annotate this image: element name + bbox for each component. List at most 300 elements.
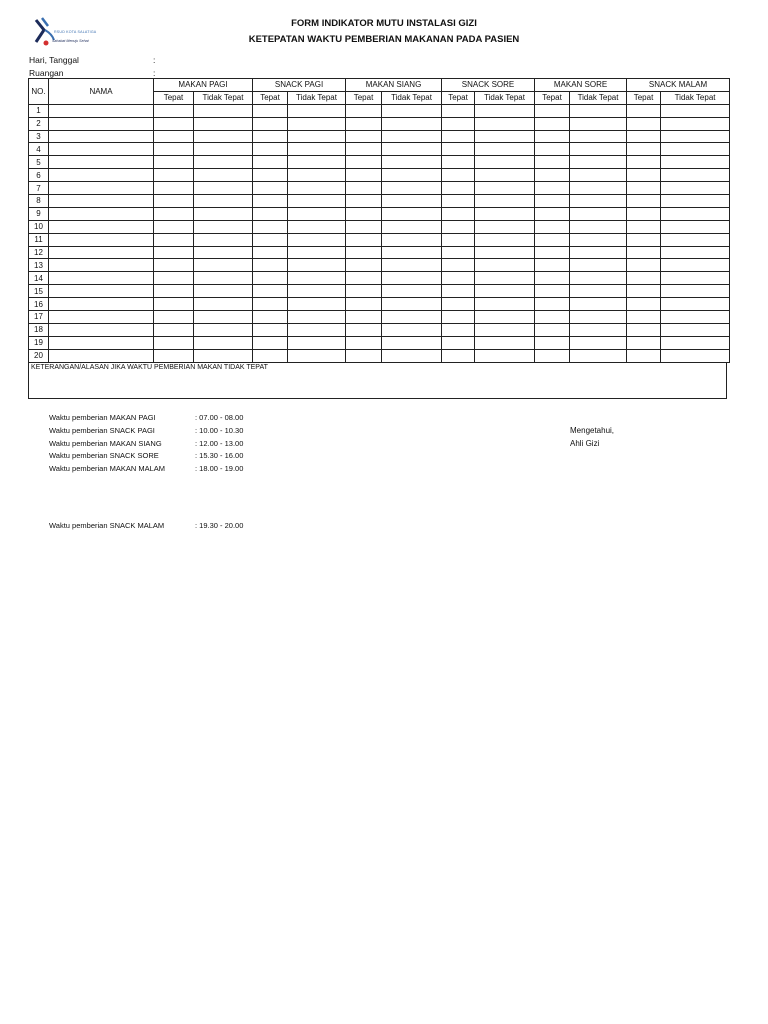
late-cell[interactable]	[194, 195, 253, 208]
row-number: 12	[29, 246, 49, 259]
late-cell[interactable]	[288, 259, 346, 272]
late-cell[interactable]	[661, 233, 730, 246]
late-cell[interactable]	[475, 156, 535, 169]
on-time-cell[interactable]	[346, 143, 382, 156]
on-time-cell[interactable]	[253, 233, 288, 246]
row-number: 11	[29, 233, 49, 246]
on-time-cell[interactable]	[253, 143, 288, 156]
late-cell[interactable]	[288, 207, 346, 220]
late-cell[interactable]	[382, 143, 442, 156]
late-cell[interactable]	[382, 104, 442, 117]
schedule-item	[49, 451, 243, 460]
late-cell[interactable]	[382, 195, 442, 208]
on-time-cell[interactable]	[154, 246, 194, 259]
late-cell[interactable]	[288, 182, 346, 195]
on-time-cell[interactable]	[346, 298, 382, 311]
patient-name-cell[interactable]	[49, 349, 154, 362]
row-number: 20	[29, 349, 49, 362]
late-cell[interactable]	[382, 207, 442, 220]
on-time-cell[interactable]	[154, 143, 194, 156]
on-time-cell[interactable]	[442, 104, 475, 117]
late-cell[interactable]	[661, 336, 730, 349]
patient-name-cell[interactable]	[49, 143, 154, 156]
late-cell[interactable]	[661, 117, 730, 130]
on-time-cell[interactable]	[535, 220, 570, 233]
sub-header-late: Tidak Tepat	[570, 91, 627, 104]
late-cell[interactable]	[382, 246, 442, 259]
late-cell[interactable]	[194, 285, 253, 298]
schedule-time: : 07.00 - 08.00	[195, 413, 244, 422]
patient-name-cell[interactable]	[49, 246, 154, 259]
patient-name-cell[interactable]	[49, 169, 154, 182]
on-time-cell[interactable]	[442, 130, 475, 143]
row-number: 4	[29, 143, 49, 156]
on-time-cell[interactable]	[154, 233, 194, 246]
late-cell[interactable]	[288, 285, 346, 298]
col-name-header: NAMA	[49, 79, 154, 105]
on-time-cell[interactable]	[253, 298, 288, 311]
late-cell[interactable]	[475, 349, 535, 362]
on-time-cell[interactable]	[253, 182, 288, 195]
on-time-cell[interactable]	[535, 298, 570, 311]
patient-name-cell[interactable]	[49, 104, 154, 117]
late-cell[interactable]	[288, 311, 346, 324]
on-time-cell[interactable]	[442, 182, 475, 195]
late-cell[interactable]	[570, 323, 627, 336]
late-cell[interactable]	[475, 104, 535, 117]
on-time-cell[interactable]	[627, 117, 661, 130]
on-time-cell[interactable]	[346, 182, 382, 195]
late-cell[interactable]	[475, 233, 535, 246]
late-cell[interactable]	[570, 285, 627, 298]
on-time-cell[interactable]	[535, 207, 570, 220]
late-cell[interactable]	[382, 349, 442, 362]
late-cell[interactable]	[475, 311, 535, 324]
on-time-cell[interactable]	[442, 169, 475, 182]
meta-room-label: Ruangan	[29, 68, 64, 78]
row-number: 13	[29, 259, 49, 272]
late-cell[interactable]	[661, 285, 730, 298]
on-time-cell[interactable]	[154, 104, 194, 117]
on-time-cell[interactable]	[442, 207, 475, 220]
on-time-cell[interactable]	[442, 323, 475, 336]
on-time-cell[interactable]	[442, 311, 475, 324]
on-time-cell[interactable]	[253, 336, 288, 349]
patient-name-cell[interactable]	[49, 272, 154, 285]
on-time-cell[interactable]	[627, 104, 661, 117]
table-row	[29, 246, 730, 259]
on-time-cell[interactable]	[154, 220, 194, 233]
form-title: FORM INDIKATOR MUTU INSTALASI GIZI	[291, 18, 477, 29]
late-cell[interactable]	[570, 104, 627, 117]
sub-header-late: Tidak Tepat	[382, 91, 442, 104]
on-time-cell[interactable]	[154, 285, 194, 298]
late-cell[interactable]	[475, 182, 535, 195]
on-time-cell[interactable]	[627, 336, 661, 349]
late-cell[interactable]	[194, 207, 253, 220]
on-time-cell[interactable]	[154, 195, 194, 208]
late-cell[interactable]	[570, 311, 627, 324]
late-cell[interactable]	[194, 143, 253, 156]
on-time-cell[interactable]	[627, 272, 661, 285]
on-time-cell[interactable]	[346, 233, 382, 246]
late-cell[interactable]	[382, 259, 442, 272]
on-time-cell[interactable]	[346, 169, 382, 182]
on-time-cell[interactable]	[442, 195, 475, 208]
late-cell[interactable]	[570, 156, 627, 169]
meta-date-row	[29, 55, 155, 65]
late-cell[interactable]	[570, 272, 627, 285]
on-time-cell[interactable]	[346, 207, 382, 220]
on-time-cell[interactable]	[346, 195, 382, 208]
on-time-cell[interactable]	[346, 323, 382, 336]
late-cell[interactable]	[570, 195, 627, 208]
on-time-cell[interactable]	[253, 259, 288, 272]
late-cell[interactable]	[194, 117, 253, 130]
on-time-cell[interactable]	[253, 169, 288, 182]
late-cell[interactable]	[288, 104, 346, 117]
late-cell[interactable]	[661, 104, 730, 117]
late-cell[interactable]	[194, 336, 253, 349]
patient-name-cell[interactable]	[49, 207, 154, 220]
late-cell[interactable]	[194, 220, 253, 233]
table-row	[29, 311, 730, 324]
patient-name-cell[interactable]	[49, 323, 154, 336]
group-header-snack-pagi: SNACK PAGI	[253, 79, 346, 92]
on-time-cell[interactable]	[442, 336, 475, 349]
on-time-cell[interactable]	[154, 156, 194, 169]
late-cell[interactable]	[475, 298, 535, 311]
row-number: 3	[29, 130, 49, 143]
on-time-cell[interactable]	[346, 246, 382, 259]
late-cell[interactable]	[288, 117, 346, 130]
on-time-cell[interactable]	[535, 349, 570, 362]
late-cell[interactable]	[194, 182, 253, 195]
on-time-cell[interactable]	[627, 195, 661, 208]
patient-name-cell[interactable]	[49, 298, 154, 311]
on-time-cell[interactable]	[535, 143, 570, 156]
on-time-cell[interactable]	[253, 117, 288, 130]
late-cell[interactable]	[661, 259, 730, 272]
late-cell[interactable]	[475, 259, 535, 272]
on-time-cell[interactable]	[442, 117, 475, 130]
late-cell[interactable]	[570, 246, 627, 259]
late-cell[interactable]	[661, 195, 730, 208]
late-cell[interactable]	[661, 143, 730, 156]
on-time-cell[interactable]	[627, 285, 661, 298]
on-time-cell[interactable]	[253, 104, 288, 117]
on-time-cell[interactable]	[154, 130, 194, 143]
late-cell[interactable]	[382, 117, 442, 130]
on-time-cell[interactable]	[535, 104, 570, 117]
late-cell[interactable]	[382, 298, 442, 311]
row-number: 19	[29, 336, 49, 349]
row-number: 16	[29, 298, 49, 311]
table-row	[29, 156, 730, 169]
on-time-cell[interactable]	[627, 220, 661, 233]
late-cell[interactable]	[382, 311, 442, 324]
late-cell[interactable]	[661, 323, 730, 336]
late-cell[interactable]	[661, 349, 730, 362]
on-time-cell[interactable]	[442, 298, 475, 311]
on-time-cell[interactable]	[627, 349, 661, 362]
on-time-cell[interactable]	[535, 195, 570, 208]
late-cell[interactable]	[288, 220, 346, 233]
patient-name-cell[interactable]	[49, 259, 154, 272]
on-time-cell[interactable]	[346, 259, 382, 272]
on-time-cell[interactable]	[154, 272, 194, 285]
on-time-cell[interactable]	[346, 156, 382, 169]
late-cell[interactable]	[382, 220, 442, 233]
on-time-cell[interactable]	[253, 323, 288, 336]
on-time-cell[interactable]	[154, 207, 194, 220]
on-time-cell[interactable]	[442, 246, 475, 259]
on-time-cell[interactable]	[627, 246, 661, 259]
late-cell[interactable]	[661, 182, 730, 195]
on-time-cell[interactable]	[253, 311, 288, 324]
meta-date-label: Hari, Tanggal	[29, 55, 79, 65]
patient-name-cell[interactable]	[49, 311, 154, 324]
on-time-cell[interactable]	[442, 285, 475, 298]
on-time-cell[interactable]	[535, 169, 570, 182]
late-cell[interactable]	[661, 246, 730, 259]
late-cell[interactable]	[570, 130, 627, 143]
late-cell[interactable]	[661, 220, 730, 233]
late-cell[interactable]	[194, 349, 253, 362]
late-cell[interactable]	[288, 246, 346, 259]
on-time-cell[interactable]	[346, 285, 382, 298]
table-row	[29, 182, 730, 195]
table-row	[29, 143, 730, 156]
late-cell[interactable]	[661, 156, 730, 169]
on-time-cell[interactable]	[442, 349, 475, 362]
late-cell[interactable]	[475, 195, 535, 208]
on-time-cell[interactable]	[535, 246, 570, 259]
row-number: 17	[29, 311, 49, 324]
late-cell[interactable]	[382, 285, 442, 298]
late-cell[interactable]	[288, 169, 346, 182]
table-row	[29, 130, 730, 143]
late-cell[interactable]	[382, 169, 442, 182]
on-time-cell[interactable]	[627, 143, 661, 156]
patient-name-cell[interactable]	[49, 220, 154, 233]
patient-name-cell[interactable]	[49, 285, 154, 298]
late-cell[interactable]	[661, 130, 730, 143]
on-time-cell[interactable]	[535, 130, 570, 143]
late-cell[interactable]	[288, 156, 346, 169]
late-cell[interactable]	[661, 272, 730, 285]
late-cell[interactable]	[475, 143, 535, 156]
late-cell[interactable]	[194, 156, 253, 169]
late-cell[interactable]	[194, 104, 253, 117]
late-cell[interactable]	[570, 182, 627, 195]
on-time-cell[interactable]	[154, 169, 194, 182]
on-time-cell[interactable]	[535, 272, 570, 285]
on-time-cell[interactable]	[253, 156, 288, 169]
on-time-cell[interactable]	[253, 207, 288, 220]
late-cell[interactable]	[194, 272, 253, 285]
on-time-cell[interactable]	[253, 130, 288, 143]
late-cell[interactable]	[475, 246, 535, 259]
on-time-cell[interactable]	[346, 130, 382, 143]
patient-name-cell[interactable]	[49, 182, 154, 195]
on-time-cell[interactable]	[253, 220, 288, 233]
late-cell[interactable]	[475, 323, 535, 336]
patient-name-cell[interactable]	[49, 336, 154, 349]
on-time-cell[interactable]	[535, 156, 570, 169]
on-time-cell[interactable]	[346, 311, 382, 324]
late-cell[interactable]	[382, 272, 442, 285]
on-time-cell[interactable]	[535, 233, 570, 246]
on-time-cell[interactable]	[627, 233, 661, 246]
late-cell[interactable]	[475, 336, 535, 349]
late-cell[interactable]	[661, 207, 730, 220]
row-number: 5	[29, 156, 49, 169]
sub-header-on-time: Tepat	[442, 91, 475, 104]
late-cell[interactable]	[570, 143, 627, 156]
late-cell[interactable]	[382, 323, 442, 336]
late-cell[interactable]	[288, 233, 346, 246]
on-time-cell[interactable]	[627, 130, 661, 143]
on-time-cell[interactable]	[253, 246, 288, 259]
on-time-cell[interactable]	[442, 272, 475, 285]
late-cell[interactable]	[382, 182, 442, 195]
late-cell[interactable]	[288, 336, 346, 349]
notes-box[interactable]	[28, 363, 727, 399]
on-time-cell[interactable]	[346, 336, 382, 349]
late-cell[interactable]	[475, 272, 535, 285]
patient-name-cell[interactable]	[49, 130, 154, 143]
late-cell[interactable]	[475, 117, 535, 130]
on-time-cell[interactable]	[154, 182, 194, 195]
on-time-cell[interactable]	[627, 156, 661, 169]
schedule-time: : 12.00 - 13.00	[195, 439, 244, 448]
late-cell[interactable]	[382, 156, 442, 169]
late-cell[interactable]	[570, 336, 627, 349]
on-time-cell[interactable]	[253, 272, 288, 285]
on-time-cell[interactable]	[154, 298, 194, 311]
on-time-cell[interactable]	[535, 323, 570, 336]
on-time-cell[interactable]	[627, 207, 661, 220]
schedule-meal: Waktu pemberian MAKAN PAGI	[49, 413, 156, 422]
patient-name-cell[interactable]	[49, 117, 154, 130]
late-cell[interactable]	[194, 323, 253, 336]
on-time-cell[interactable]	[154, 117, 194, 130]
late-cell[interactable]	[570, 117, 627, 130]
late-cell[interactable]	[570, 169, 627, 182]
late-cell[interactable]	[288, 349, 346, 362]
on-time-cell[interactable]	[154, 323, 194, 336]
on-time-cell[interactable]	[154, 311, 194, 324]
meta-date-separator: :	[153, 55, 156, 65]
on-time-cell[interactable]	[442, 220, 475, 233]
late-cell[interactable]	[288, 298, 346, 311]
table-row	[29, 220, 730, 233]
late-cell[interactable]	[194, 130, 253, 143]
late-cell[interactable]	[288, 323, 346, 336]
on-time-cell[interactable]	[442, 143, 475, 156]
on-time-cell[interactable]	[154, 259, 194, 272]
late-cell[interactable]	[570, 298, 627, 311]
schedule-item	[49, 426, 243, 435]
late-cell[interactable]	[194, 169, 253, 182]
late-cell[interactable]	[475, 169, 535, 182]
on-time-cell[interactable]	[253, 285, 288, 298]
on-time-cell[interactable]	[535, 285, 570, 298]
patient-name-cell[interactable]	[49, 233, 154, 246]
on-time-cell[interactable]	[442, 156, 475, 169]
on-time-cell[interactable]	[535, 182, 570, 195]
late-cell[interactable]	[570, 233, 627, 246]
on-time-cell[interactable]	[627, 169, 661, 182]
late-cell[interactable]	[661, 298, 730, 311]
late-cell[interactable]	[288, 272, 346, 285]
late-cell[interactable]	[288, 130, 346, 143]
on-time-cell[interactable]	[253, 349, 288, 362]
row-number: 2	[29, 117, 49, 130]
on-time-cell[interactable]	[535, 259, 570, 272]
patient-name-cell[interactable]	[49, 195, 154, 208]
on-time-cell[interactable]	[627, 323, 661, 336]
late-cell[interactable]	[382, 130, 442, 143]
late-cell[interactable]	[570, 207, 627, 220]
late-cell[interactable]	[570, 259, 627, 272]
late-cell[interactable]	[288, 143, 346, 156]
late-cell[interactable]	[288, 195, 346, 208]
late-cell[interactable]	[475, 220, 535, 233]
late-cell[interactable]	[382, 336, 442, 349]
on-time-cell[interactable]	[535, 336, 570, 349]
late-cell[interactable]	[661, 169, 730, 182]
on-time-cell[interactable]	[442, 259, 475, 272]
meal-timeliness-table	[28, 78, 730, 363]
late-cell[interactable]	[194, 246, 253, 259]
on-time-cell[interactable]	[535, 117, 570, 130]
late-cell[interactable]	[570, 349, 627, 362]
schedule-item	[49, 464, 243, 473]
on-time-cell[interactable]	[154, 336, 194, 349]
late-cell[interactable]	[194, 298, 253, 311]
on-time-cell[interactable]	[346, 104, 382, 117]
late-cell[interactable]	[475, 207, 535, 220]
table-row	[29, 272, 730, 285]
on-time-cell[interactable]	[627, 182, 661, 195]
on-time-cell[interactable]	[627, 311, 661, 324]
on-time-cell[interactable]	[535, 311, 570, 324]
late-cell[interactable]	[194, 311, 253, 324]
on-time-cell[interactable]	[627, 259, 661, 272]
on-time-cell[interactable]	[346, 117, 382, 130]
on-time-cell[interactable]	[346, 220, 382, 233]
late-cell[interactable]	[661, 311, 730, 324]
on-time-cell[interactable]	[346, 272, 382, 285]
table-row	[29, 336, 730, 349]
on-time-cell[interactable]	[154, 349, 194, 362]
on-time-cell[interactable]	[253, 195, 288, 208]
late-cell[interactable]	[475, 285, 535, 298]
late-cell[interactable]	[382, 233, 442, 246]
late-cell[interactable]	[194, 259, 253, 272]
late-cell[interactable]	[194, 233, 253, 246]
on-time-cell[interactable]	[442, 233, 475, 246]
late-cell[interactable]	[570, 220, 627, 233]
late-cell[interactable]	[475, 130, 535, 143]
group-header-snack-sore: SNACK SORE	[442, 79, 535, 92]
on-time-cell[interactable]	[346, 349, 382, 362]
group-header-snack-malam: SNACK MALAM	[627, 79, 730, 92]
on-time-cell[interactable]	[627, 298, 661, 311]
patient-name-cell[interactable]	[49, 156, 154, 169]
